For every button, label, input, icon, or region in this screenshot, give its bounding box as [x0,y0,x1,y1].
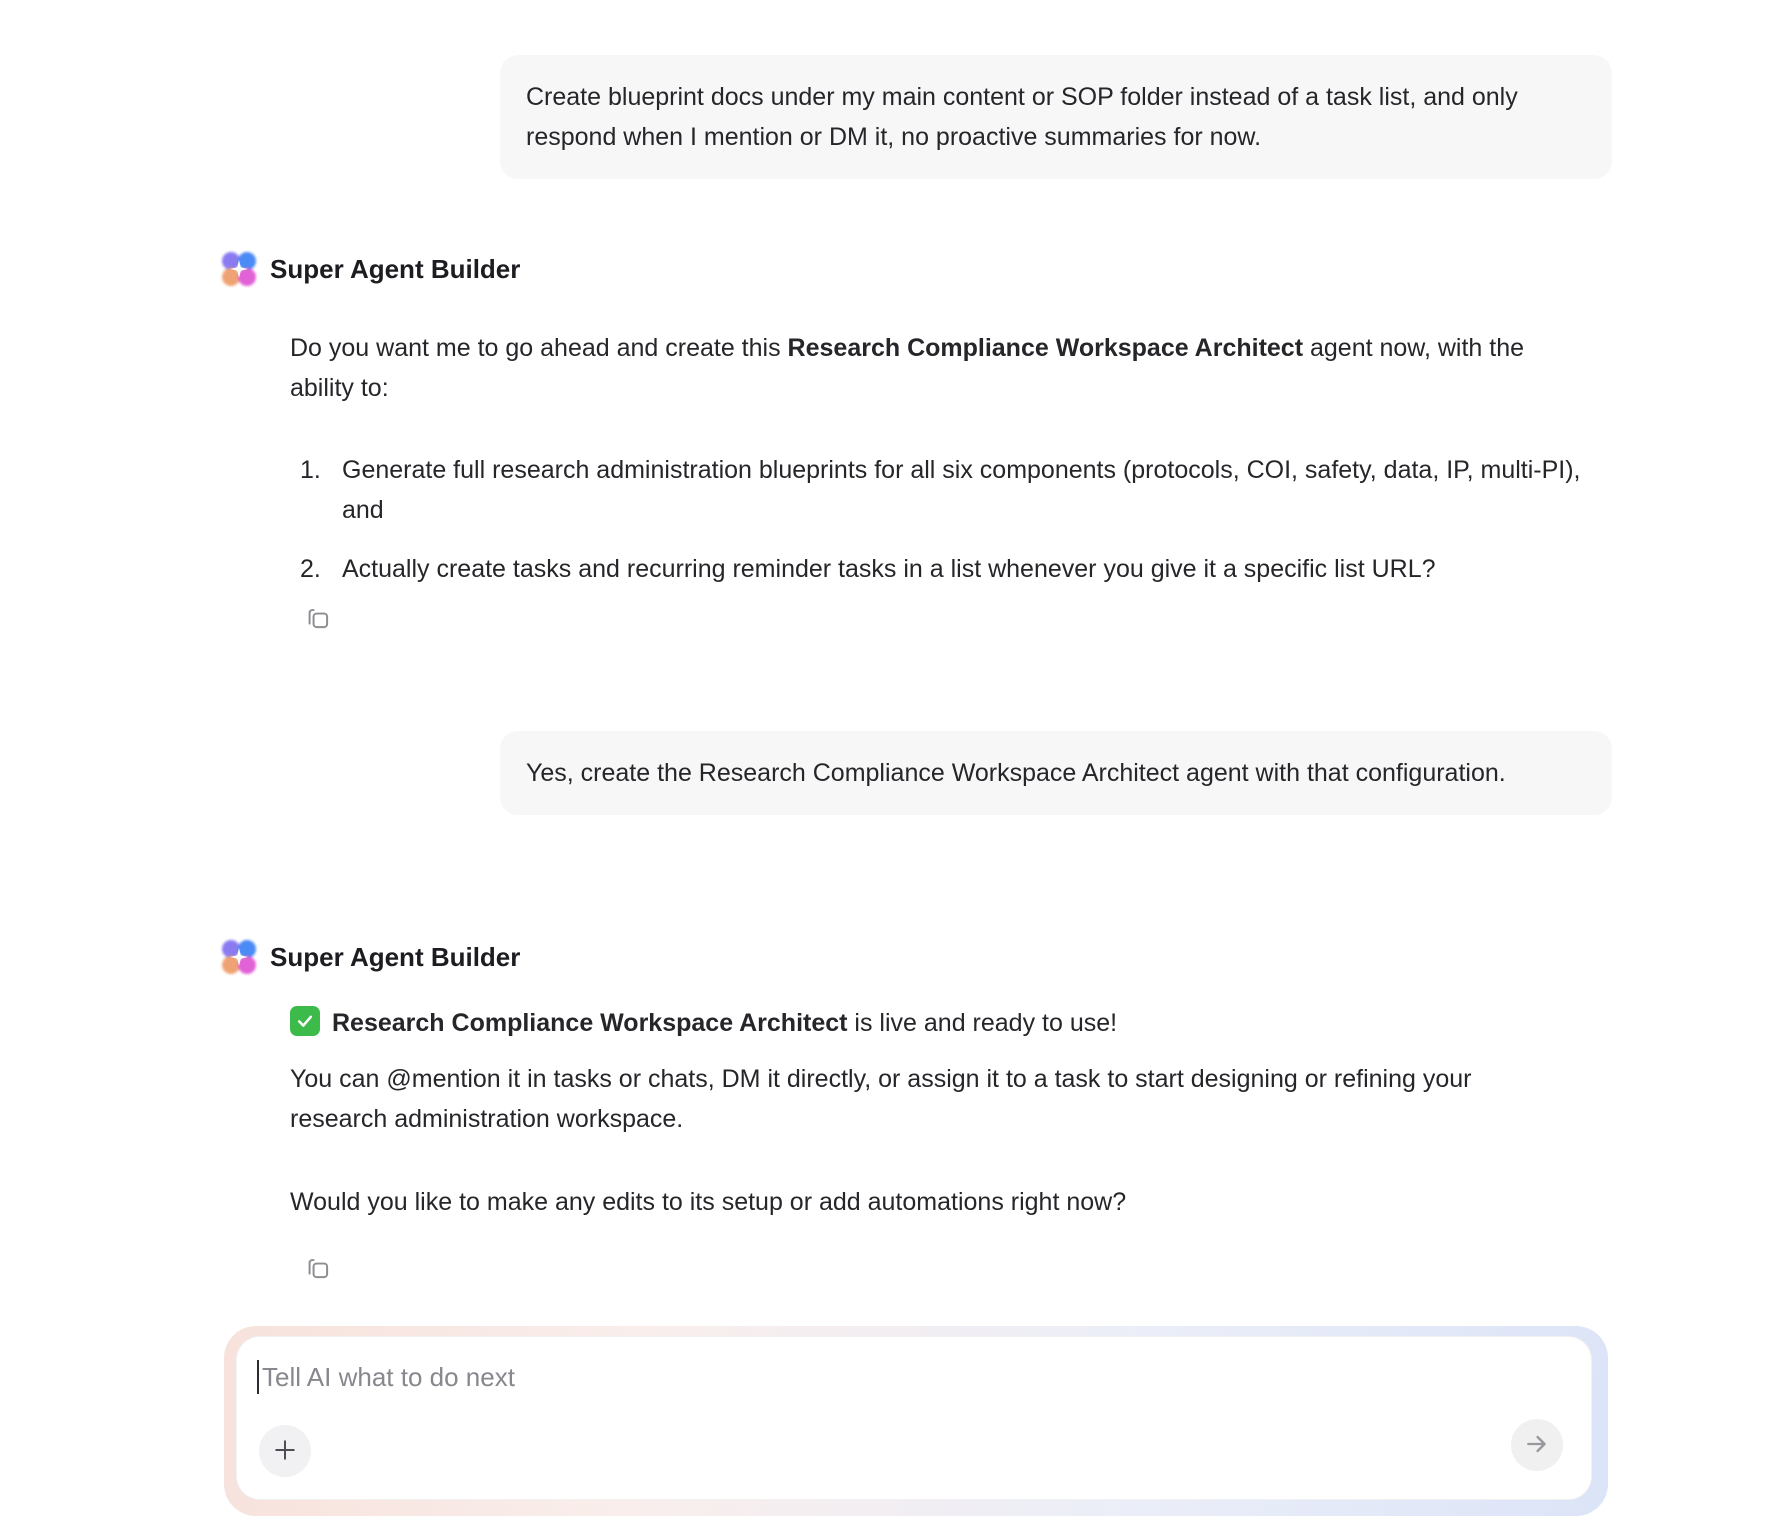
add-attachment-button[interactable] [259,1425,311,1477]
assistant-paragraph: You can @mention it in tasks or chats, DM it directly, or assign it to a task to start designing or refining your research administration workspace. [290,1065,1472,1133]
intro-suffix: agent now, with the ability to: [290,334,1525,402]
assistant-paragraph [290,328,1568,408]
status-suffix: is live and ready to use! [847,1009,1118,1037]
text-cursor [257,1360,259,1394]
list-item: Generate full research administration blueprints for all six components (protocols, COI, safety, data, IP, multi-PI), and [342,456,1581,524]
assistant-question: Would you like to make any edits to its setup or add automations right now? [290,1188,1127,1216]
input-placeholder: Tell AI what to do next [262,1362,515,1392]
user-message-bubble: Yes, create the Research Compliance Workspace Architect agent with that configuration. [500,731,1612,815]
copy-icon [304,620,332,635]
composer-gradient-border [224,1326,1608,1516]
agent-message-header [222,249,520,289]
list-number: 2. [300,555,321,583]
arrow-right-icon [1523,1430,1551,1461]
agent-message-header [222,937,520,977]
status-line [290,1003,1568,1043]
user-message-bubble: Create blueprint docs under my main content or SOP folder instead of a task list, and only respond when I mention or DM it, no proactive summaries for now. [500,55,1612,179]
composer[interactable] [236,1336,1592,1500]
copy-icon [304,1270,332,1285]
agent-title-bold: Research Compliance Workspace Architect [332,1009,848,1037]
plus-icon [271,1436,299,1467]
agent-title-bold: Research Compliance Workspace Architect [787,334,1304,362]
message-input[interactable] [257,1357,1571,1397]
agent-avatar-icon [222,252,256,286]
copy-message-button[interactable] [303,604,333,634]
agent-avatar-icon [222,940,256,974]
check-mark-emoji [290,1006,320,1036]
copy-message-button[interactable] [303,1254,333,1284]
list-number: 1. [300,456,321,484]
send-button[interactable] [1511,1419,1563,1471]
intro-prefix: Do you want me to go ahead and create this [290,334,788,362]
agent-name: Super Agent Builder [270,942,521,972]
list-item: Actually create tasks and recurring reminder tasks in a list whenever you give it a specific list URL? [342,555,1436,583]
agent-name: Super Agent Builder [270,254,521,284]
